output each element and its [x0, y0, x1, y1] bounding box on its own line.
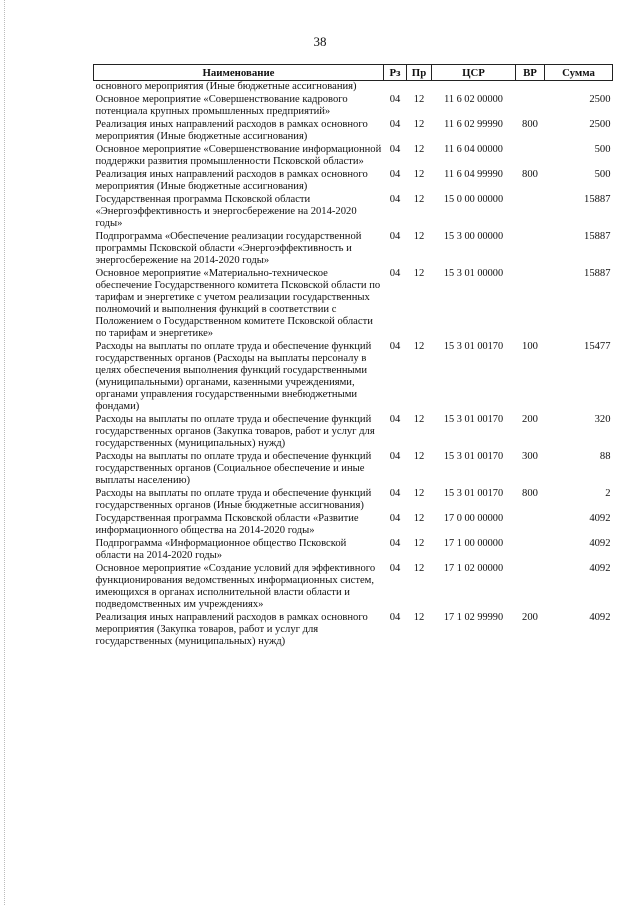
row-pr: 12 — [413, 513, 425, 524]
table-row — [94, 451, 613, 488]
row-csr: 11 6 02 00000 — [444, 94, 503, 105]
table-header-row — [94, 65, 613, 81]
row-name: Подпрограмма «Обеспечение реализации государственной программы Псковской области «Энергоэффективность и энергосбережение на 2014-2020 годы» — [95, 231, 362, 266]
row-name: Расходы на выплаты по оплате труда и обеспечение функций государственных органов (Социальное обеспечение и иные выплаты населению) — [95, 451, 372, 486]
header-vr: ВР — [516, 65, 545, 81]
row-pr: 12 — [413, 169, 425, 180]
row-csr: 11 6 02 99990 — [444, 119, 503, 130]
row-csr: 17 0 00 00000 — [443, 513, 504, 524]
row-name: Основное мероприятие «Материально-техническое обеспечение Государственного комитета Псковской области по тарифам и энергетике с учетом реализации государственных полномочий и выполнения функций в соответствии с Положением о Государственном комитете Псковской области по тарифам и энергетике» — [95, 268, 381, 339]
row-name: Основное мероприятие «Создание условий для эффективного функционирования ведомственных информационных систем, имеющихся в органах исполнительной власти области и подведомственных им учреждениях» — [95, 563, 376, 610]
row-sum: 500 — [594, 144, 611, 155]
table-row — [94, 538, 613, 563]
table-row — [94, 94, 613, 119]
row-sum — [545, 81, 613, 95]
row-csr: 15 3 01 00000 — [443, 268, 504, 279]
row-rz — [384, 81, 407, 95]
table-row — [94, 513, 613, 538]
row-pr: 12 — [413, 194, 425, 205]
row-name: Реализация иных направлений расходов в рамках основного мероприятия (Иные бюджетные ассигнования) — [95, 169, 368, 192]
row-rz: 04 — [389, 612, 401, 623]
table-row — [94, 414, 613, 451]
row-name: Основное мероприятие «Совершенствование информационной поддержки развития промышленности Псковской области» — [95, 144, 382, 167]
row-vr: 300 — [522, 451, 538, 462]
table-row — [94, 194, 613, 231]
row-name: Основное мероприятие «Совершенствование кадрового потенциала крупных промышленных предприятий» — [95, 94, 348, 117]
row-csr — [432, 81, 516, 95]
scan-edge-line — [4, 0, 5, 905]
row-sum: 15887 — [584, 194, 611, 205]
row-pr: 12 — [413, 231, 425, 242]
row-pr: 12 — [413, 144, 425, 155]
row-vr — [516, 231, 545, 268]
row-vr — [516, 268, 545, 341]
row-pr — [407, 81, 432, 95]
row-pr: 12 — [413, 94, 425, 105]
row-sum: 15887 — [584, 268, 611, 279]
row-name: Расходы на выплаты по оплате труда и обеспечение функций государственных органов (Расходы на выплаты персоналу в целях обеспечения выполнения функций государственными (муниципальными) органами, казенными учреждениями, органами управления государственными внебюджетными фондами) — [95, 341, 372, 412]
header-pr: Пр — [407, 65, 432, 81]
row-rz: 04 — [389, 341, 401, 352]
row-sum: 2500 — [589, 119, 611, 130]
row-vr — [516, 538, 545, 563]
table-row — [94, 488, 613, 513]
row-rz: 04 — [389, 414, 401, 425]
row-csr: 17 1 02 00000 — [443, 563, 504, 574]
row-rz: 04 — [389, 538, 401, 549]
row-pr: 12 — [413, 538, 425, 549]
row-pr: 12 — [413, 451, 425, 462]
table-row — [94, 144, 613, 169]
row-vr: 100 — [522, 341, 538, 352]
table-row — [94, 268, 613, 341]
table-row — [94, 612, 613, 649]
row-vr — [516, 194, 545, 231]
row-name: Реализация иных направлений расходов в рамках основного мероприятия (Закупка товаров, работ и услуг для государственных (муниципальных) нужд) — [95, 612, 368, 647]
header-csr: ЦСР — [432, 65, 516, 81]
row-name: Реализация иных направлений расходов в рамках основного мероприятия (Иные бюджетные ассигнования) — [95, 119, 368, 142]
row-sum: 2500 — [589, 94, 611, 105]
table-body — [94, 81, 613, 650]
row-csr: 11 6 04 99990 — [444, 169, 503, 180]
row-pr: 12 — [413, 488, 425, 499]
row-sum: 15477 — [584, 341, 611, 352]
row-csr: 15 3 01 00170 — [443, 414, 504, 425]
row-csr: 11 6 04 00000 — [444, 144, 503, 155]
row-sum: 500 — [594, 169, 611, 180]
table-row — [94, 341, 613, 414]
row-vr — [516, 144, 545, 169]
header-rz: Рз — [384, 65, 407, 81]
row-sum: 15887 — [584, 231, 611, 242]
header-name: Наименование — [94, 65, 384, 81]
row-pr: 12 — [413, 119, 425, 130]
budget-table — [93, 64, 613, 649]
row-pr: 12 — [413, 341, 425, 352]
row-rz: 04 — [389, 194, 401, 205]
row-vr: 800 — [522, 169, 538, 180]
row-sum: 320 — [594, 414, 611, 425]
table-row — [94, 119, 613, 144]
row-vr: 200 — [522, 414, 538, 425]
header-sum: Сумма — [545, 65, 613, 81]
row-vr — [516, 563, 545, 612]
row-sum: 2 — [605, 488, 611, 499]
row-rz: 04 — [389, 268, 401, 279]
row-sum: 4092 — [589, 538, 611, 549]
row-vr — [516, 81, 545, 95]
row-rz: 04 — [389, 119, 401, 130]
row-sum: 4092 — [589, 513, 611, 524]
row-csr: 15 3 01 00170 — [443, 451, 504, 462]
row-rz: 04 — [389, 563, 401, 574]
row-rz: 04 — [389, 94, 401, 105]
row-pr: 12 — [413, 612, 425, 623]
row-csr: 17 1 00 00000 — [443, 538, 504, 549]
table-row — [94, 231, 613, 268]
row-rz: 04 — [389, 451, 401, 462]
row-name: Подпрограмма «Информационное общество Псковской области на 2014-2020 годы» — [95, 538, 347, 561]
page-number: 38 — [313, 34, 327, 49]
row-csr: 15 3 01 00170 — [443, 488, 504, 499]
row-vr: 800 — [522, 488, 538, 499]
row-vr — [516, 94, 545, 119]
row-sum: 4092 — [589, 563, 611, 574]
row-rz: 04 — [389, 488, 401, 499]
row-pr: 12 — [413, 563, 425, 574]
row-name: Расходы на выплаты по оплате труда и обеспечение функций государственных органов (Иные бюджетные ассигнования) — [95, 488, 372, 511]
row-rz: 04 — [389, 513, 401, 524]
table-row — [94, 169, 613, 194]
row-name: Государственная программа Псковской области «Развитие информационного общества на 2014-2020 годы» — [95, 513, 359, 536]
row-csr: 15 3 00 00000 — [443, 231, 504, 242]
row-sum: 4092 — [589, 612, 611, 623]
row-csr: 15 3 01 00170 — [443, 341, 504, 352]
row-rz: 04 — [389, 144, 401, 155]
row-name: Государственная программа Псковской области «Энергоэффективность и энергосбережение на 2014-2020 годы» — [95, 194, 357, 229]
row-csr: 17 1 02 99990 — [443, 612, 504, 623]
row-pr: 12 — [413, 268, 425, 279]
table-row — [94, 563, 613, 612]
row-rz: 04 — [389, 231, 401, 242]
row-vr: 800 — [522, 119, 538, 130]
row-csr: 15 0 00 00000 — [443, 194, 504, 205]
row-name: основного мероприятия (Иные бюджетные ассигнования) — [95, 81, 357, 92]
row-vr: 200 — [522, 612, 538, 623]
table-row — [94, 81, 613, 95]
row-sum: 88 — [599, 451, 611, 462]
row-pr: 12 — [413, 414, 425, 425]
row-vr — [516, 513, 545, 538]
row-rz: 04 — [389, 169, 401, 180]
row-name: Расходы на выплаты по оплате труда и обеспечение функций государственных органов (Закупка товаров, работ и услуг для государственных (муниципальных) нужд) — [95, 414, 375, 449]
